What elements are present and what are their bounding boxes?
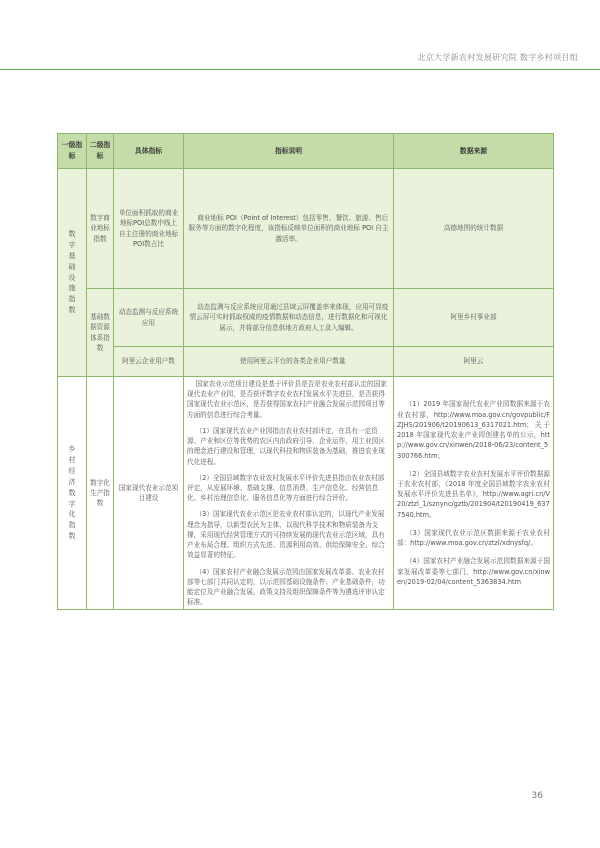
spec-cell: 阿里云企业用户数 <box>114 347 184 377</box>
level1-label: 乡村经济数字化指数 <box>68 445 76 541</box>
col-header-level2: 二级指标 <box>87 134 114 169</box>
table-row <box>58 377 554 610</box>
spec-cell: 动态监测与反应系统应用 <box>114 289 184 347</box>
table-header-row <box>58 134 554 169</box>
desc-cell <box>184 289 394 347</box>
page-number: 36 <box>531 791 543 801</box>
source-paragraph: （1）2019 年国家现代农业产业园数据来源于农业农村部，http://www.moa.gov.cn/govpublic/FZJHS/201906/t20190613_6317021.htm；关于 2018 年国家现代农业产业园创建名单的公示，http://www.gov.cn/xinwen/2018-06/23/content_5300766.htm； <box>397 400 550 460</box>
level2-cell <box>87 169 114 289</box>
col-header-level1: 一级指标 <box>58 134 87 169</box>
source-paragraph: （2）全国县域数字农业农村发展水平评价数据源于农业农村部，《2018 年度全国县域数字农业农村发展水平评价先进县名单》，http://www.agri.cn/V20/ztzl_1/sznync/gztb/201904/t20190419_6377540.htm。 <box>397 469 550 519</box>
col-header-description: 指标说明 <box>184 134 394 169</box>
level2-label: 数字化生产指数 <box>90 478 110 508</box>
col-header-source: 数据来源 <box>394 134 554 169</box>
header-divider <box>0 69 600 70</box>
desc-paragraph: （1）国家现代农业产业园指由农业农村部评定，在具有一定资源、产业和区位等优势的农区内由政府引导、企业运作，用工业园区的理念进行建设和管理，以现代科技和物质装备为基础，推进农业现代化进程。 <box>187 426 385 466</box>
page-header: 北京大学新农村发展研究院 数字乡村项目组 <box>417 53 578 62</box>
level2-cell <box>87 377 114 610</box>
level1-label: 数字基础设施指数 <box>68 230 76 315</box>
source-paragraph: （3）国家现代农业示范区数据来源于农业农村部：http://www.moa.gov.cn/ztzl/xdnysfq/。 <box>397 528 550 548</box>
table-row <box>58 347 554 377</box>
desc-paragraph: 使用阿里云平台的各类企业用户数量 <box>240 357 346 366</box>
desc-paragraph: 国家农业示范项目建设是基于评价县是否是农业农村部认定的国家现代农业产业园，是否获评数字农业农村发展水平先进县，是否获得国家现代农业示范区，是否获得国家农村产业融合发展示范园项目等方面的信息进行综合考量。 <box>187 380 387 419</box>
level2-cell <box>87 289 114 377</box>
spec-cell: 单位面积抓取的商业地标POI总数中线上自主注册的商业地标POI数占比 <box>114 169 184 289</box>
level2-label: 基础数据资源体系指数 <box>90 313 110 352</box>
indicator-table <box>57 133 554 610</box>
source-text: 高德地图的统计数据 <box>443 224 504 233</box>
desc-paragraph: 商业地标 POI（Point of Interest）包括零售、餐饮、旅游、售后服务等方面的数字化程度，该指标反映单位面积的商业地标 POI 自主激活率。 <box>188 214 389 243</box>
source-cell <box>394 289 554 347</box>
source-cell <box>394 377 554 610</box>
desc-paragraph: （4）国家农村产业融合发展示范园由国家发展改革委、农业农村部等七部门共同认定的，以示范园基础设施条件、产业基础条件，功能定位及产业融合发展、政策支持及组织保障条件等为遴选评审认定标准。 <box>187 567 385 607</box>
desc-paragraph: （3）国家现代农业示范区是农业农村部认定的，以现代产业发展理念为指导，以新型农民为主体，以现代科学技术和物质装备为支撑，采用现代经营管理方式的可持续发展的现代农业示范区域，具有产业布局合理、组织方式先进、资源利用高效、供给保障安全、综合效益显著的特征。 <box>187 510 385 560</box>
source-cell <box>394 347 554 377</box>
level1-cell <box>58 169 87 377</box>
col-header-specific: 具体指标 <box>114 134 184 169</box>
spec-cell: 国家现代农业示范项目建设 <box>114 377 184 610</box>
desc-cell <box>184 169 394 289</box>
desc-cell <box>184 377 394 610</box>
desc-paragraph: 动态监测与反应系统应用通过县域云屏覆盖率来体现，应用可显疫情云屏可实时抓取权威的疫情数据和动态信息，进行数据化和可视化展示，并将部分信息供地方政府人工录入编辑。 <box>189 303 389 332</box>
source-text: 阿里云 <box>463 357 484 366</box>
source-cell <box>394 169 554 289</box>
desc-paragraph: （2）全国县域数字农业农村发展水平评价先进县指由农业农村部评定，从发展环境、基础支撑、信息消费、生产信息化、经营信息化、乡村治理信息化、服务信息化等方面进行综合评价。 <box>187 473 385 503</box>
table-row <box>58 289 554 347</box>
level2-label: 数字商业地标指数 <box>90 214 110 243</box>
level1-cell <box>58 377 87 610</box>
desc-cell <box>184 347 394 377</box>
table-row <box>58 169 554 289</box>
source-paragraph: （4）国家农村产业融合发展示范园数据来源于国家发展改革委等七部门，http://www.gov.cn/xinwen/2019-02/04/content_5363834.htm <box>397 557 550 586</box>
source-text: 阿里乡村事业部 <box>450 313 497 322</box>
